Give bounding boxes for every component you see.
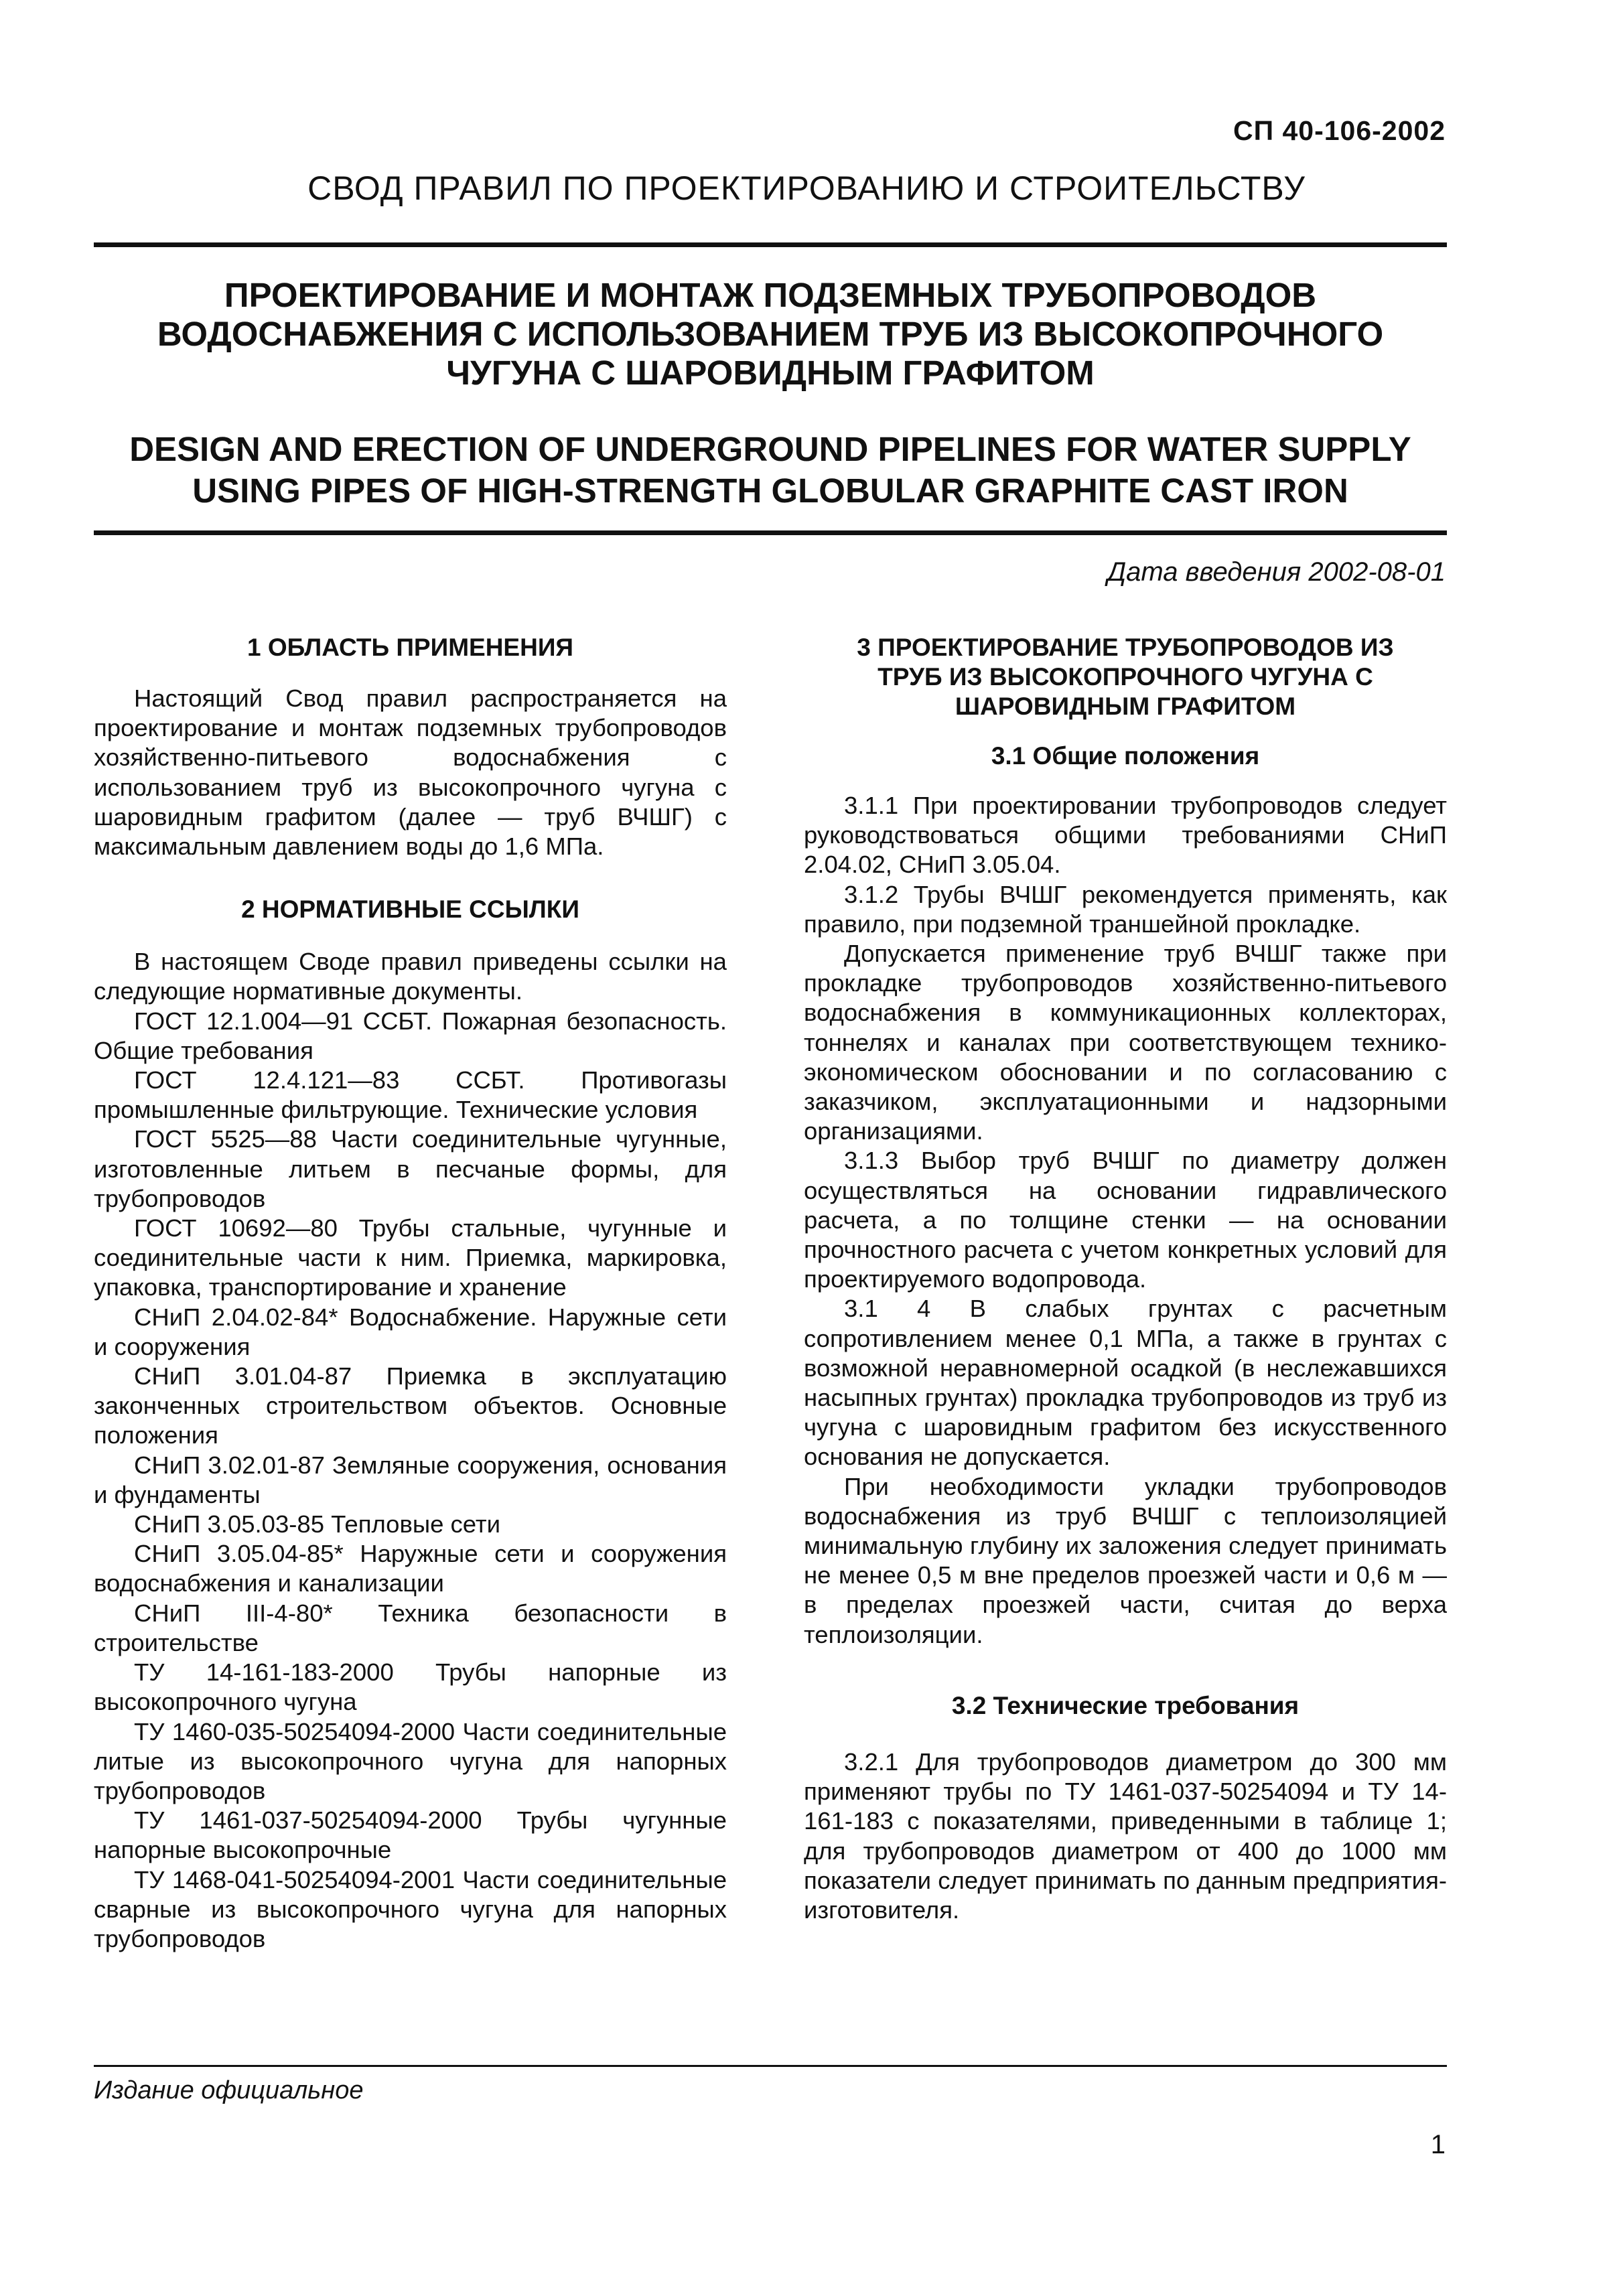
paragraph-3-1-4-continued: При необходимости укладки трубопроводов водоснабжения из труб ВЧШГ с теплоизоляцией минимальную глубину их заложения следует принимать не менее 0,5 м вне пределов проезжей части и 0,6 м — в пределах проезжей части, считая до верха теплоизоляции.: [804, 1472, 1447, 1648]
reference-item: СНиП 3.02.01-87 Земляные сооружения, основания и фундаменты: [94, 1451, 727, 1508]
subsection-3-1-heading: 3.1 Общие положения: [991, 742, 1260, 770]
paragraph-3-1-2: 3.1.2 Трубы ВЧШГ рекомендуется применять, как правило, при подземной траншейной прокладке.: [804, 880, 1447, 938]
reference-item: ТУ 1468-041-50254094-2001 Части соединительные сварные из высокопрочного чугуна для напорных трубопроводов: [94, 1865, 727, 1952]
reference-item: СНиП 3.05.04-85* Наружные сети и сооружения водоснабжения и канализации: [94, 1540, 727, 1597]
reference-item: ГОСТ 5525—88 Части соединительные чугунные, изготовленные литьем в песчаные формы, для трубопроводов: [94, 1125, 727, 1212]
section-1-paragraph: Настоящий Свод правил распространяется на проектирование и монтаж подземных трубопроводов хозяйственно-питьевого водоснабжения с использованием труб из высокопрочного чугуна с шаровидным графитом (далее — труб ВЧШГ) с максимальным давлением воды до 1,6 МПа.: [94, 685, 727, 861]
section-2-intro: В настоящем Своде правил приведены ссылки на следующие нормативные документы.: [94, 948, 727, 1005]
reference-item: СНиП 3.01.04-87 Приемка в эксплуатацию законченных строительством объектов. Основные положения: [94, 1362, 727, 1449]
document-code: СП 40-106-2002: [1233, 115, 1446, 146]
introduction-date: Дата введения 2002-08-01: [1107, 557, 1446, 587]
paragraph-3-2-1: 3.2.1 Для трубопроводов диаметром до 300 мм применяют трубы по ТУ 1461-037-50254094 и ТУ 14-161-183 с показателями, приведенными в таблице 1; для трубопроводов диаметром от 400 до 1000 мм показатели следует принимать по данным предприятия-изготовителя.: [804, 1747, 1447, 1924]
footer-rule: [94, 2065, 1447, 2067]
reference-item: СНиП III-4-80* Техника безопасности в строительстве: [94, 1599, 727, 1656]
reference-item: ТУ 14-161-183-2000 Трубы напорные из высокопрочного чугуна: [94, 1658, 727, 1716]
paragraph-3-1-3: 3.1.3 Выбор труб ВЧШГ по диаметру должен осуществляться на основании гидравлического расчета, а по толщине стенки — на основании прочностного расчета с учетом конкретных условий для проектируемого водопровода.: [804, 1147, 1447, 1293]
reference-item: ТУ 1461-037-50254094-2000 Трубы чугунные напорные высокопрочные: [94, 1806, 727, 1864]
reference-item: ТУ 1460-035-50254094-2000 Части соединительные литые из высокопрочного чугуна для напорных трубопроводов: [94, 1717, 727, 1804]
edition-note: Издание официальное: [94, 2076, 364, 2104]
title-russian: ПРОЕКТИРОВАНИЕ И МОНТАЖ ПОДЗЕМНЫХ ТРУБОПРОВОДОВ ВОДОСНАБЖЕНИЯ С ИСПОЛЬЗОВАНИЕМ ТРУБ ИЗ ВЫСОКОПРОЧНОГО ЧУГУНА С ШАРОВИДНЫМ ГРАФИТОМ: [157, 276, 1384, 392]
subsection-3-2-heading: 3.2 Технические требования: [951, 1691, 1300, 1719]
title-english: DESIGN AND ERECTION OF UNDERGROUND PIPELINES FOR WATER SUPPLY USING PIPES OF HIGH-STRENGTH GLOBULAR GRAPHITE CAST IRON: [129, 430, 1411, 510]
reference-item: ГОСТ 12.4.121—83 ССБТ. Противогазы промышленные фильтрующие. Технические условия: [94, 1066, 727, 1124]
section-3-heading: 3 ПРОЕКТИРОВАНИЕ ТРУБОПРОВОДОВ ИЗ ТРУБ ИЗ ВЫСОКОПРОЧНОГО ЧУГУНА С ШАРОВИДНЫМ ГРАФИТОМ: [857, 634, 1394, 720]
series-title: СВОД ПРАВИЛ ПО ПРОЕКТИРОВАНИЮ И СТРОИТЕЛЬСТВУ: [307, 169, 1306, 207]
page-number: 1: [1430, 2130, 1446, 2159]
section-2-heading: 2 НОРМАТИВНЫЕ ССЫЛКИ: [241, 895, 579, 924]
reference-item: ГОСТ 10692—80 Трубы стальные, чугунные и соединительные части к ним. Приемка, маркировка, упаковка, транспортирование и хранение: [94, 1214, 727, 1301]
top-rule: [94, 242, 1447, 247]
title-bottom-rule: [94, 530, 1447, 535]
left-column: [94, 633, 727, 1954]
reference-item: ГОСТ 12.1.004—91 ССБТ. Пожарная безопасность. Общие требования: [94, 1007, 727, 1064]
reference-item: СНиП 2.04.02-84* Водоснабжение. Наружные сети и сооружения: [94, 1303, 727, 1360]
paragraph-3-1-1: 3.1.1 При проектировании трубопроводов следует руководствоваться общими требованиями СНиП 2.04.02, СНиП 3.05.04.: [804, 792, 1447, 879]
section-1-heading: 1 ОБЛАСТЬ ПРИМЕНЕНИЯ: [247, 634, 574, 661]
right-column: [804, 633, 1447, 1925]
paragraph-3-1-2-continued: Допускается применение труб ВЧШГ также при прокладке трубопроводов хозяйственно-питьевого водоснабжения в коммуникационных коллекторах, тоннелях и каналах при соответствующем технико-экономическом обосновании и по согласованию с заказчиком, эксплуатационными и надзорными организациями.: [804, 940, 1447, 1145]
reference-item: СНиП 3.05.03-85 Тепловые сети: [134, 1510, 500, 1538]
paragraph-3-1-4: 3.1 4 В слабых грунтах с расчетным сопротивлением менее 0,1 МПа, а также в грунтах с возможной неравномерной осадкой (в неслежавшихся насыпных грунтах) прокладка трубопроводов из труб из чугуна с шаровидным графитом без искусственного основания не допускается.: [804, 1295, 1447, 1471]
